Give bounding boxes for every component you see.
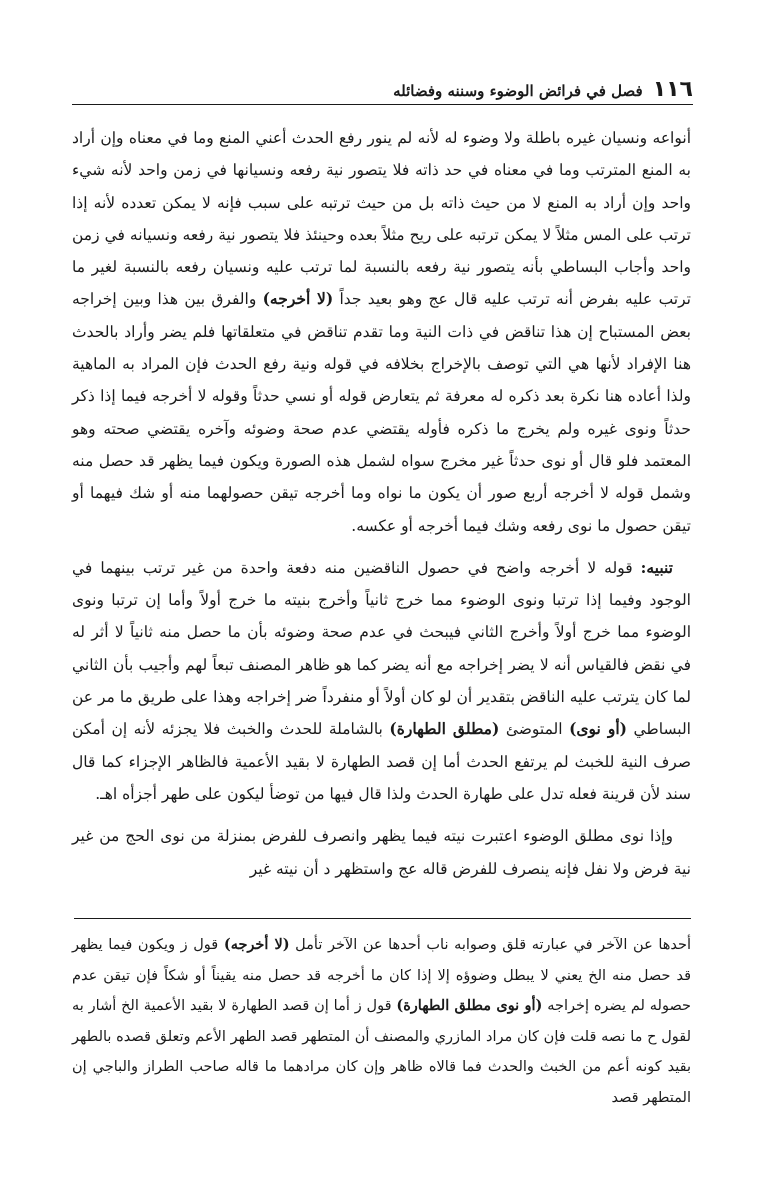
- footnote-paragraph: [72, 930, 691, 1114]
- text-run: أنواعه ونسيان غيره باطلة ولا وضوء له لأنه لم ينور رفع الحدث أعني المنع وما في معناه وإن أراد به المنع المترتب وما في معناه في حد ذاته فلا يتصور نية رفعه ونسيانها في زمن واحد لأنه شيء واحد وإن أراد به المنع لا من حيث ذاته بل من حيث ترتبه على سبب فإنه لا يمكن تعدده لأنه إذا ترتب على المس مثلاً لا يمكن ترتبه على ريح مثلاً بعده وحينئذ فلا يتصور نية رفعه ونسيانه في زمن واحد وأجاب البساطي بأنه يتصور نية رفعه بالنسبة لما ترتب عليه ونسيان رفعه بالنسبة لغير ما ترتب عليه بفرض أنه ترتب عليه قال عج وهو بعيد جداً: [72, 129, 691, 309]
- text-run: وإذا نوى مطلق الوضوء اعتبرت نيته فيما يظهر وانصرف للفرض بمنزلة من نوى الحج من غير نية فرض ولا نفل فإنه ينصرف للفرض قاله عج واستظهر د أن نيته غير: [72, 827, 691, 878]
- main-text: [72, 122, 691, 885]
- text-run: بالشاملة للحدث والخبث فلا يجزئه لأنه إن أمكن صرف النية للخبث لم يرتفع الحدث أما إن قصد الطهارة لا بقيد الأعمية فالظاهر الإجزاء كما قال سند لأن قرينة فعله تدل على طهارة الحدث ولذا قال فيها من توضأ ليكون على طهر أجزأه اهـ.: [72, 720, 691, 803]
- running-title: فصل في فرائض الوضوء وسننه وفضائله: [393, 82, 643, 100]
- footnote-divider: [74, 918, 691, 919]
- text-run: قول ز أما إن قصد الطهارة لا بقيد الأعمية الخ أشار به لقول ح ما نصه قلت فإن كان مراد المازري والمصنف أن المتطهر قصد الطهر الأعم وتعلق قصده بالطهر بقيد كونه أعم من الخبث والحدث فما قالاه ظاهر وإن كان مرادهما ما قاله صاحب الطراز والباجي إن المتطهر قصد: [72, 998, 691, 1106]
- paragraph-3: [72, 820, 691, 885]
- text-run: والفرق بين هذا وبين إخراجه بعض المستباح إن هذا تناقض في ذات النية وما تقدم تناقض في متعلقاتها فلم يضر وأراد بالحدث هنا الإفراد لأنها هي التي توصف بالإخراج بخلافه في قوله ونية رفع الحدث فإن المراد به الماهية ولذا أعاده هنا نكرة بعد ذكره له معرفة ثم يتعارض قوله أو نسي حدثاً وقوله لا أخرجه فيما إذا ذكر حدثاً ونوى غيره ولم يخرج ما ذكره فأوله يقتضي عدم صحة وضوئه وآخره يقتضي صحته وهو المعتمد فلو قال أو نوى حدثاً غير مخرج سواه لشمل هذه الصورة ويكون فيما يظهر قد حصل منه وشمل قوله لا أخرجه أربع صور أن يكون ما نواه وما أخرجه تيقن حصولهما منه أو شك فيهما أو تيقن حصول ما نوى رفعه وشك فيما أخرجه أو عكسه.: [72, 290, 691, 535]
- keyword-phrase: (أو نوى): [569, 719, 627, 739]
- paragraph-1: [72, 122, 691, 542]
- note-label: تنبيه:: [640, 557, 673, 577]
- text-run: قوله لا أخرجه واضح في حصول الناقضين منه دفعة واحدة من غير ترتب بينهما في الوجود وفيما إذا ترتبا ونوى الوضوء مما خرج ثانياً وأخرج بنيته ما خرج أولاً وأما إن ترتبا ونوى الوضوء مما خرج أولاً وأخرج الثاني فيبحث في عدم صحة وضوئه بأن ما حصل منه ثانياً لا أثر له في نقض فالقياس أنه لا يضر إخراجه مع أنه يضر كما هو ظاهر المصنف تبعاً لهم وأجيب بأن الثاني لما كان يترتب عليه الناقض بتقدير أن لو كان أولاً أو منفرداً ضر إخراجه وهذا على طريق ما مر عن البساطي: [72, 558, 691, 739]
- keyword-phrase: (لا أخرجه): [262, 289, 334, 309]
- paragraph-2-note: [72, 552, 691, 810]
- page-header: [72, 74, 693, 105]
- text-run: قول ز ويكون فيما يظهر قد حصل منه الخ يعني لا يبطل وضوؤه إلا إذا كان ما أخرجه قد حصل منه يقيناً أو شكاً فإن تيقن عدم حصوله لم يضره إخراجه: [72, 937, 691, 1015]
- footnote: [72, 930, 691, 1114]
- keyword-phrase: (أو نوى مطلق الطهارة): [396, 997, 543, 1015]
- text-run: أحدها عن الآخر في عبارته قلق وصوابه ناب أحدها عن الآخر تأمل: [289, 937, 691, 953]
- text-run: المتوضئ: [499, 720, 570, 739]
- keyword-phrase: (لا أخرجه): [223, 936, 290, 953]
- page-number: ١١٦: [652, 77, 693, 102]
- keyword-phrase: (مطلق الطهارة): [389, 719, 500, 739]
